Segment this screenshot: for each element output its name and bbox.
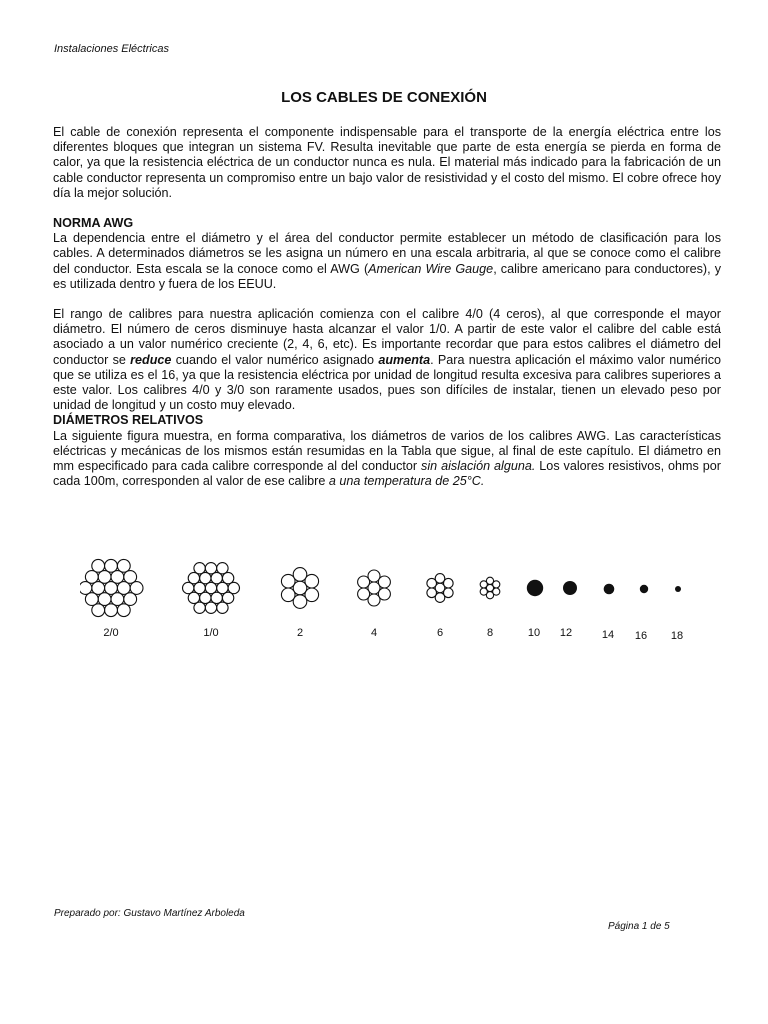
section-heading-awg: NORMA AWG	[53, 216, 134, 231]
wire-12	[563, 581, 577, 595]
wire-1-0-strand	[217, 602, 228, 613]
text-run: El rango de calibres para nuestra aplicación comienza con el calibre 4/0 (4 ceros), al que corresponde el mayor diámetro. El número de ceros disminuye hasta alcanzar el valor 1/0. A partir de este valor el calibre del cable está asociado a un valor numérico creciente (2, 4, 6, etc). Es importante recordar que para estos calibres el diámetro del conductor se	[53, 307, 721, 367]
wire-6-strand	[427, 588, 437, 598]
wire-labels	[103, 627, 683, 642]
gauge-label-10: 10	[527, 627, 541, 639]
gauge-label-12: 12	[559, 627, 573, 639]
emphasis-aumenta: aumenta	[378, 352, 431, 367]
header-text: Instalaciones Eléctricas	[54, 43, 169, 55]
wire-10	[527, 580, 543, 596]
document-body	[53, 125, 721, 489]
wire-cross-sections	[80, 559, 681, 616]
awg-paragraph-1	[53, 231, 721, 292]
text-run: , calibre americano para conductores), y es utilizada dentro y fuera de los EEUU.	[53, 261, 721, 291]
wire-1-0-strand	[205, 602, 216, 613]
wire-1-0-strand	[222, 572, 233, 583]
wire-2-0-strand	[92, 559, 105, 572]
text-run: cuando el valor numérico asignado	[171, 352, 379, 367]
wire-2-0-strand	[124, 571, 137, 584]
wire-14	[604, 584, 615, 595]
gauge-label-1-0: 1/0	[203, 627, 219, 639]
wire-2-strand	[305, 574, 319, 588]
awg-paragraph-2	[53, 307, 721, 413]
awg-gauge-figure	[80, 556, 690, 646]
gauge-label-14: 14	[601, 629, 615, 641]
gauge-label-16: 16	[634, 630, 648, 642]
footer-author: Preparado por: Gustavo Martínez Arboleda	[54, 908, 245, 919]
intro-paragraph: El cable de conexión representa el componente indispensable para el transporte de la energía eléctrica entre los diferentes bloques que integran un sistema FV. Resulta inevitable que parte de esta energía se pierda en forma de calor, ya que la resistencia eléctrica de un conductor nunca es nula. El material más indicado para la fabricación de un cable conductor representa un compromiso entre un bajo valor de resistividad y el costo del mismo. El cobre ofrece hoy día la mejor solución.	[53, 125, 721, 200]
text-run: . Para nuestra aplicación el máximo valor numérico que se utiliza es el 16, ya que la resistencia eléctrica por unidad de longitud resulta excesiva para calibres superiores a este valor. Los calibres 4/0 y 3/0 son raramente usados, pues son difíciles de instalar, tienen un elevado peso por unidad de longitud y un costo muy elevado.	[53, 352, 721, 413]
text-run-italic: sin aislación alguna.	[421, 459, 536, 474]
wire-2-strand	[281, 588, 295, 602]
text-run-italic: a una temperatura de 25°C.	[328, 474, 485, 489]
text-run: La siguiente figura muestra, en forma comparativa, los diámetros de varios de los calibres AWG. Las características eléctricas y mecánicas de los mismos están resumidas en la Tabla que sigue, al final de este capítulo. El diámetro en mm especificado para cada calibre corresponde al del conductor	[53, 428, 721, 474]
wire-2-0-strand	[105, 604, 118, 617]
page-title: LOS CABLES DE CONEXIÓN	[281, 89, 487, 106]
text-run: Los valores resistivos, ohms por cada 100m, corresponden al valor de ese calibre	[53, 459, 721, 489]
gauge-label-4: 4	[370, 627, 378, 639]
wire-4-strand	[378, 576, 390, 588]
wire-1-0-strand	[194, 563, 205, 574]
gauge-label-2: 2	[296, 627, 304, 639]
emphasis-reduce: reduce	[130, 352, 172, 367]
wire-18	[675, 586, 681, 592]
gauge-label-6: 6	[436, 627, 444, 639]
wire-2-0-strand	[117, 604, 130, 617]
wire-2-0-strand	[105, 559, 118, 572]
wire-1-0-strand	[205, 563, 216, 574]
gauge-label-18: 18	[670, 630, 684, 642]
wire-8-strand	[480, 588, 487, 595]
gauge-label-8: 8	[486, 627, 494, 639]
gauge-label-2-0: 2/0	[103, 627, 119, 639]
wire-6-strand	[444, 578, 454, 588]
wire-8-strand	[493, 581, 500, 588]
relativos-paragraph	[53, 429, 721, 490]
text-run-italic: American Wire Gauge	[368, 261, 494, 276]
text-run: La dependencia entre el diámetro y el área del conductor permite establecer un método de clasificación para los cables. A determinados diámetros se les asigna un número en una escala arbitraria, al que se conoce como el calibre del conductor. Esta escala se la conoce como el AWG (	[53, 231, 721, 276]
wire-16	[640, 585, 648, 593]
footer-page-number: Página 1 de 5	[608, 921, 670, 932]
section-heading-relativos: DIÁMETROS RELATIVOS	[53, 413, 204, 428]
wire-4-strand	[358, 588, 370, 600]
